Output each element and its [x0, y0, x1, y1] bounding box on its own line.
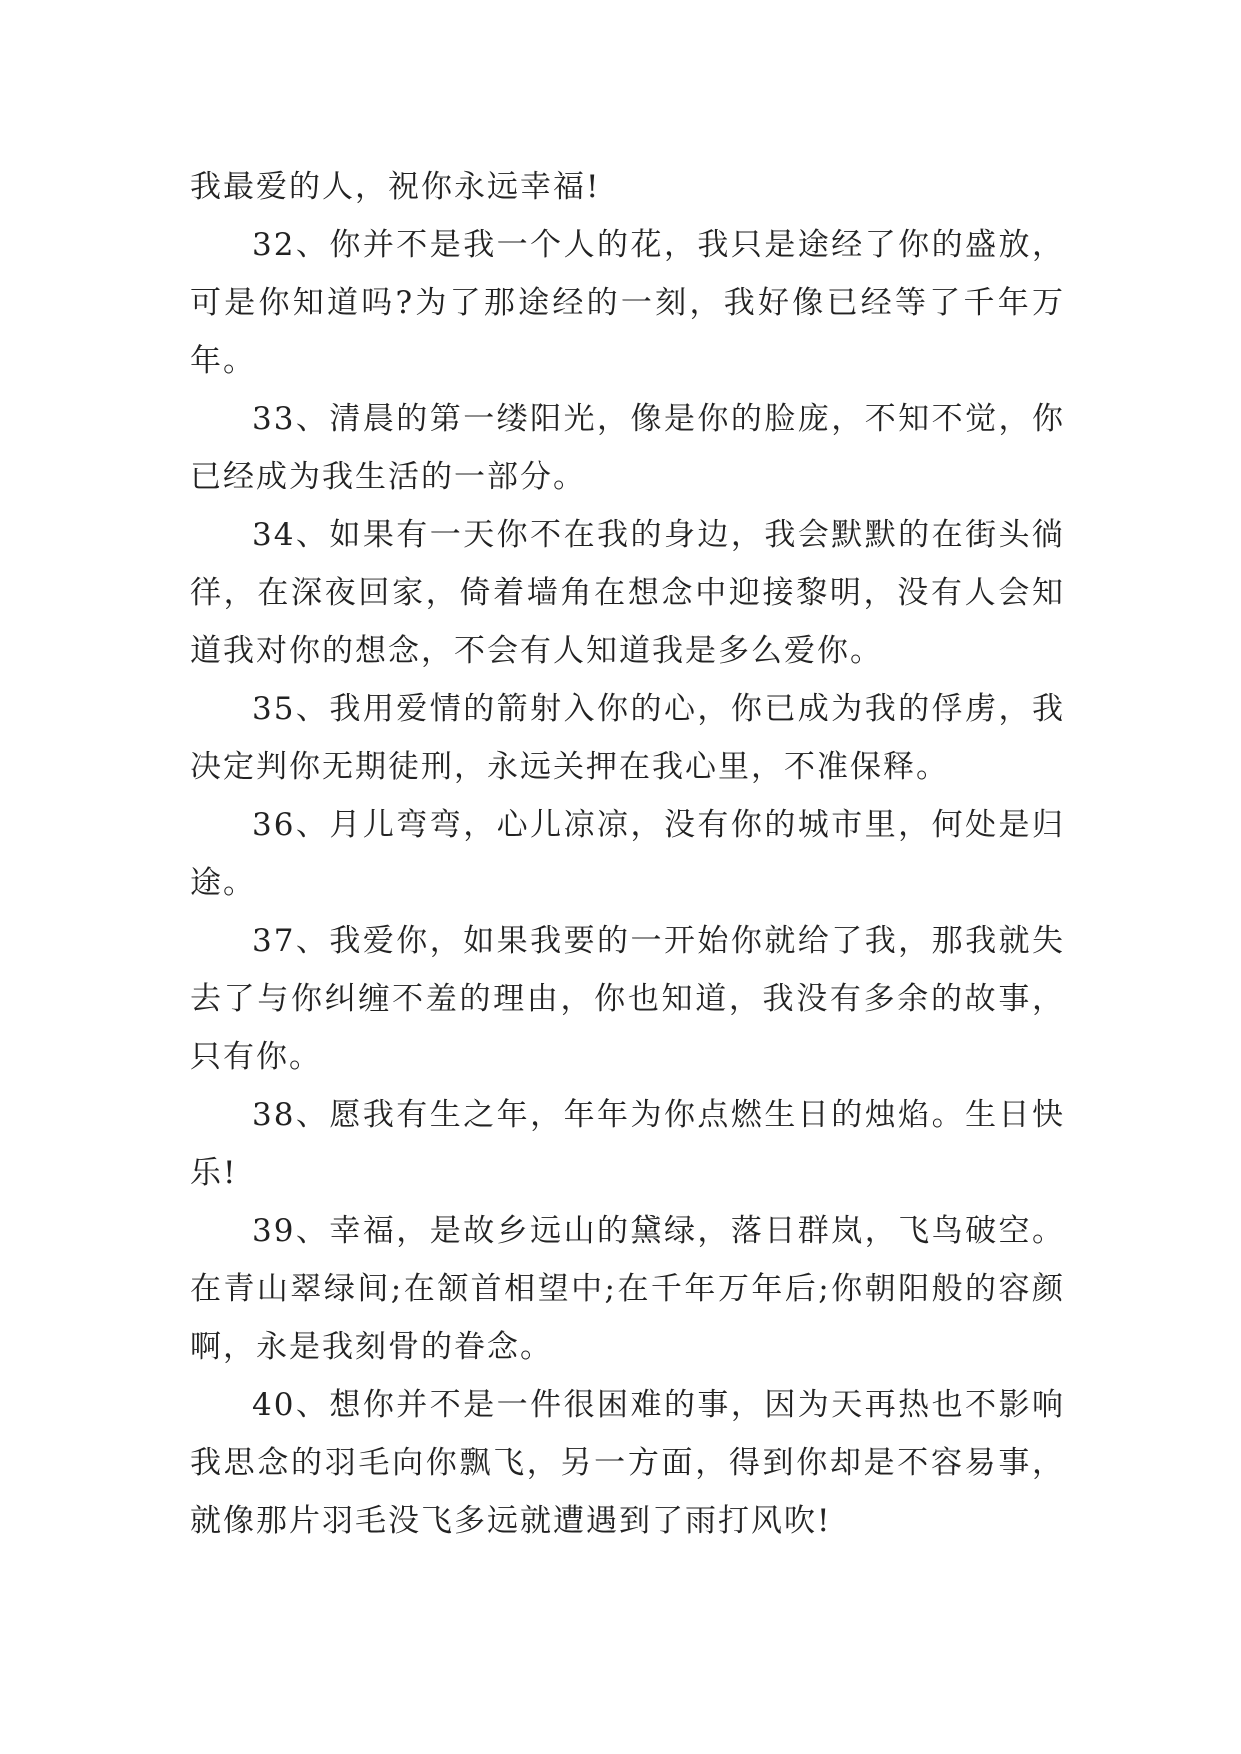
- paragraph-36: 36、月儿弯弯，心儿凉凉，没有你的城市里，何处是归途。: [190, 807, 1065, 901]
- paragraph-35: 35、我用爱情的箭射入你的心，你已成为我的俘虏，我决定判你无期徒刑，永远关押在我心里，不准保释。: [190, 691, 1065, 785]
- paragraph-33: 33、清晨的第一缕阳光，像是你的脸庞，不知不觉，你已经成为我生活的一部分。: [190, 401, 1065, 495]
- paragraph-38: 38、愿我有生之年，年年为你点燃生日的烛焰。生日快乐!: [190, 1097, 1065, 1191]
- document-body: [190, 158, 1065, 1550]
- paragraph-37: 37、我爱你，如果我要的一开始你就给了我，那我就失去了与你纠缠不羞的理由，你也知道，我没有多余的故事，只有你。: [190, 923, 1065, 1075]
- paragraph-32: 32、你并不是我一个人的花，我只是途经了你的盛放，可是你知道吗?为了那途经的一刻，我好像已经等了千年万年。: [190, 227, 1065, 379]
- paragraph-34: 34、如果有一天你不在我的身边，我会默默的在街头徜徉，在深夜回家，倚着墙角在想念中迎接黎明，没有人会知道我对你的想念，不会有人知道我是多么爱你。: [190, 517, 1065, 669]
- paragraph-39: 39、幸福，是故乡远山的黛绿，落日群岚，飞鸟破空。在青山翠绿间;在颔首相望中;在千年万年后;你朝阳般的容颜啊，永是我刻骨的眷念。: [190, 1213, 1065, 1365]
- continued-paragraph: 我最爱的人，祝你永远幸福!: [190, 169, 601, 205]
- paragraph-40: 40、想你并不是一件很困难的事，因为天再热也不影响我思念的羽毛向你飘飞，另一方面，得到你却是不容易事，就像那片羽毛没飞多远就遭遇到了雨打风吹!: [190, 1387, 1065, 1539]
